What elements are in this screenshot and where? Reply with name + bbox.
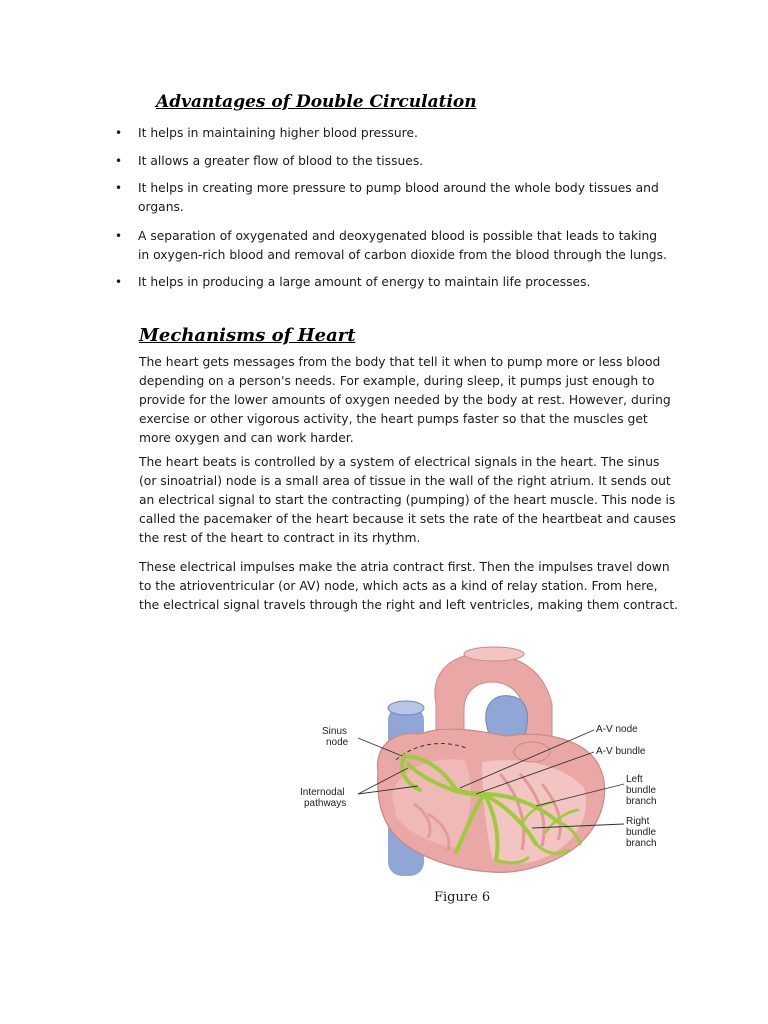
label-sinus-node-line2: node [326, 737, 349, 748]
list-item-text: It helps in creating more pressure to pump blood around the whole body tissues and organs. [138, 181, 659, 214]
bullet-icon: • [115, 275, 123, 289]
section-title-advantages: Advantages of Double Circulation [156, 92, 477, 112]
label-internodal-pathways: Internodal [300, 787, 345, 798]
figure-caption: Figure 6 [434, 890, 491, 905]
list-item-text: It allows a greater flow of blood to the tissues. [138, 153, 424, 168]
label-av-bundle: A-V bundle [596, 746, 646, 757]
heart-conduction-figure [296, 644, 676, 880]
bullet-icon: • [115, 181, 123, 195]
label-av-node: A-V node [596, 724, 638, 735]
paragraph-impulses: These electrical impulses make the atria contract first. Then the impulses travel down to the atrioventricular (or AV) node, which acts as a kind of relay station. From here, the electrical signal travels through the right and left ventricles, making them contract. [139, 560, 679, 612]
list-item [112, 227, 672, 264]
bullet-icon: • [115, 229, 123, 243]
paragraph-electrical-signals: The heart beats is controlled by a system of electrical signals in the heart. The sinus (or sinoatrial) node is a small area of tissue in the wall of the right atrium. It sends out an electrical signal to start the contracting (pumping) of the heart muscle. This node is called the pacemaker of the heart because it sets the rate of the heartbeat and causes the rest of the heart to contract in its rhythm. [139, 455, 676, 545]
list-item-text: It helps in maintaining higher blood pressure. [138, 126, 418, 140]
label-sinus-node: Sinus [322, 726, 348, 737]
list-item-text: It helps in producing a large amount of energy to maintain life processes. [138, 275, 591, 289]
bullet-icon: • [115, 153, 123, 168]
list-item [112, 273, 672, 292]
label-right-bundle-branch-line3: branch [626, 838, 657, 849]
label-right-bundle-branch-line2: bundle [626, 827, 657, 838]
label-left-bundle-branch-line2: bundle [626, 785, 657, 796]
advantages-list [112, 124, 672, 292]
list-item [112, 152, 672, 171]
label-left-bundle-branch-line3: branch [626, 796, 657, 807]
list-item [112, 179, 672, 216]
label-left-bundle-branch: Left [626, 774, 643, 785]
list-item-text: A separation of oxygenated and deoxygenated blood is possible that leads to taking in oxygen-rich blood and removal of carbon dioxide from the blood through the lungs. [138, 229, 667, 262]
bullet-icon: • [115, 126, 123, 140]
label-internodal-pathways-line2: pathways [304, 798, 347, 809]
heart-diagram [296, 644, 676, 880]
section-title-mechanisms: Mechanisms of Heart [139, 325, 356, 346]
label-right-bundle-branch: Right [626, 816, 650, 827]
list-item [112, 124, 672, 143]
paragraph-messages: The heart gets messages from the body that tell it when to pump more or less blood depending on a person's needs. For example, during sleep, it pumps just enough to provide for the lower amounts of oxygen needed by the body at rest. However, during exercise or other vigorous activity, the heart pumps faster so that the muscles get more oxygen and can work harder. [139, 355, 671, 445]
